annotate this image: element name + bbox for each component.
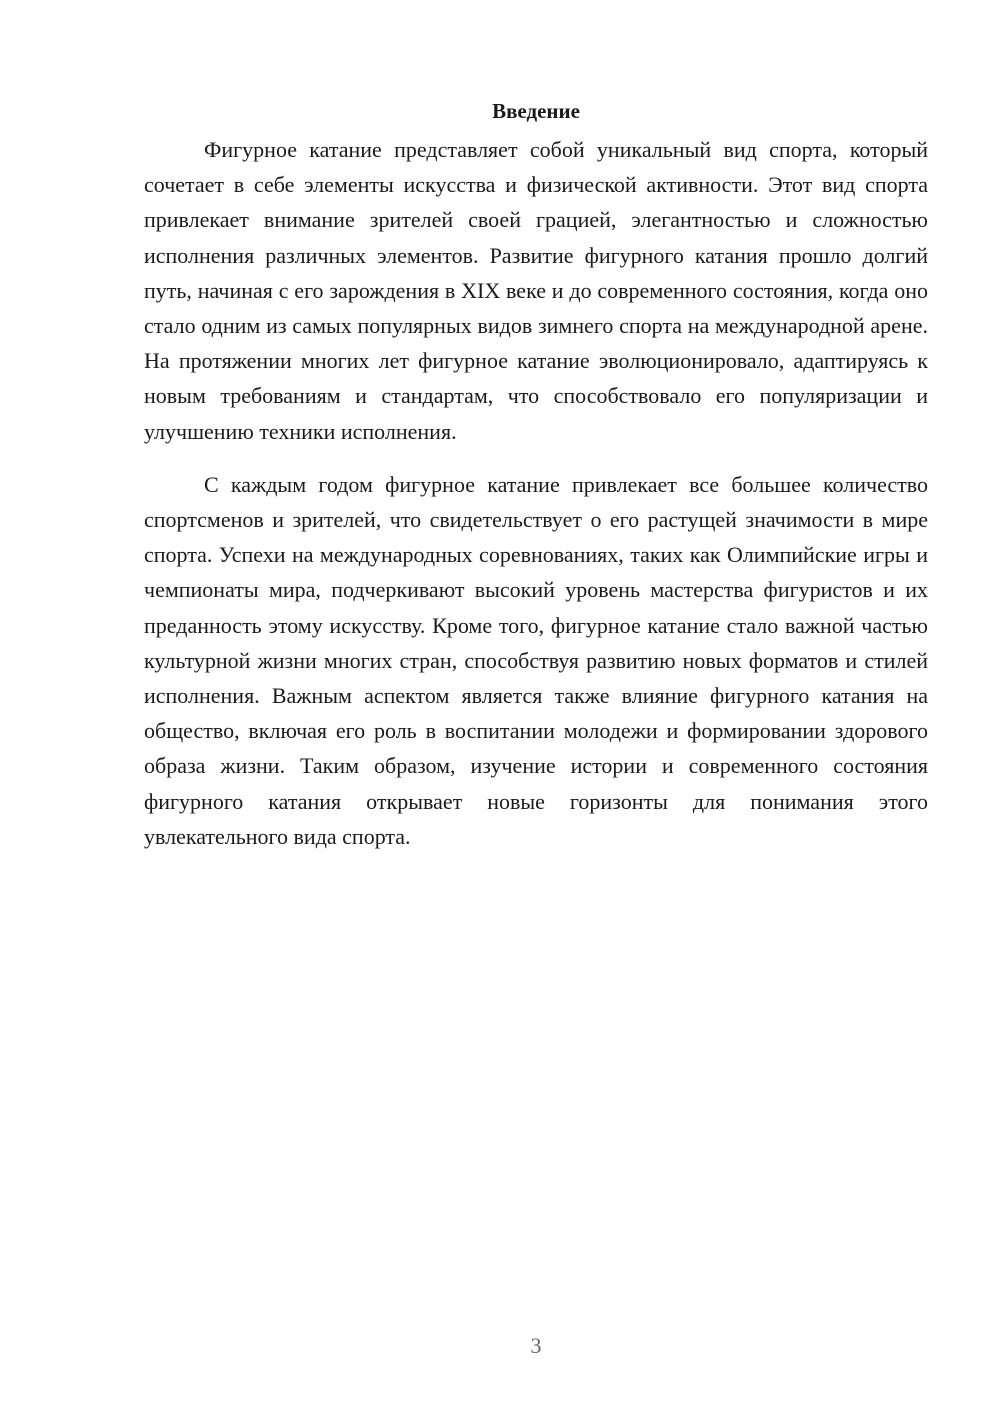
page-content — [144, 96, 928, 854]
section-title: Введение — [492, 99, 580, 123]
page-number: 3 — [530, 1333, 542, 1358]
paragraph-2: С каждым годом фигурное катание привлекает все большее количество спортсменов и зрителей, что свидетельствует о его растущей значимости в мире спорта. Успехи на международных соревнованиях, таких как Олимпийские игры и чемпионаты мира, подчеркивают высокий уровень мастерства фигуристов и их преданность этому искусству. Кроме того, фигурное катание стало важной частью культурной жизни многих стран, способствуя развитию новых форматов и стилей исполнения. Важным аспектом является также влияние фигурного катания на общество, включая его роль в воспитании молодежи и формировании здорового образа жизни. Таким образом, изучение истории и современного состояния фигурного катания открывает новые горизонты для понимания этого увлекательного вида спорта. — [144, 471, 928, 849]
paragraph-1: Фигурное катание представляет собой уникальный вид спорта, который сочетает в себе элементы искусства и физической активности. Этот вид спорта привлекает внимание зрителей своей грацией, элегантностью и сложностью исполнения различных элементов. Развитие фигурного катания прошло долгий путь, начиная с его зарождения в XIX веке и до современного состояния, когда оно стало одним из самых популярных видов зимнего спорта на международной арене. На протяжении многих лет фигурное катание эволюционировало, адаптируясь к новым требованиям и стандартам, что способствовало его популяризации и улучшению техники исполнения. — [144, 137, 928, 444]
